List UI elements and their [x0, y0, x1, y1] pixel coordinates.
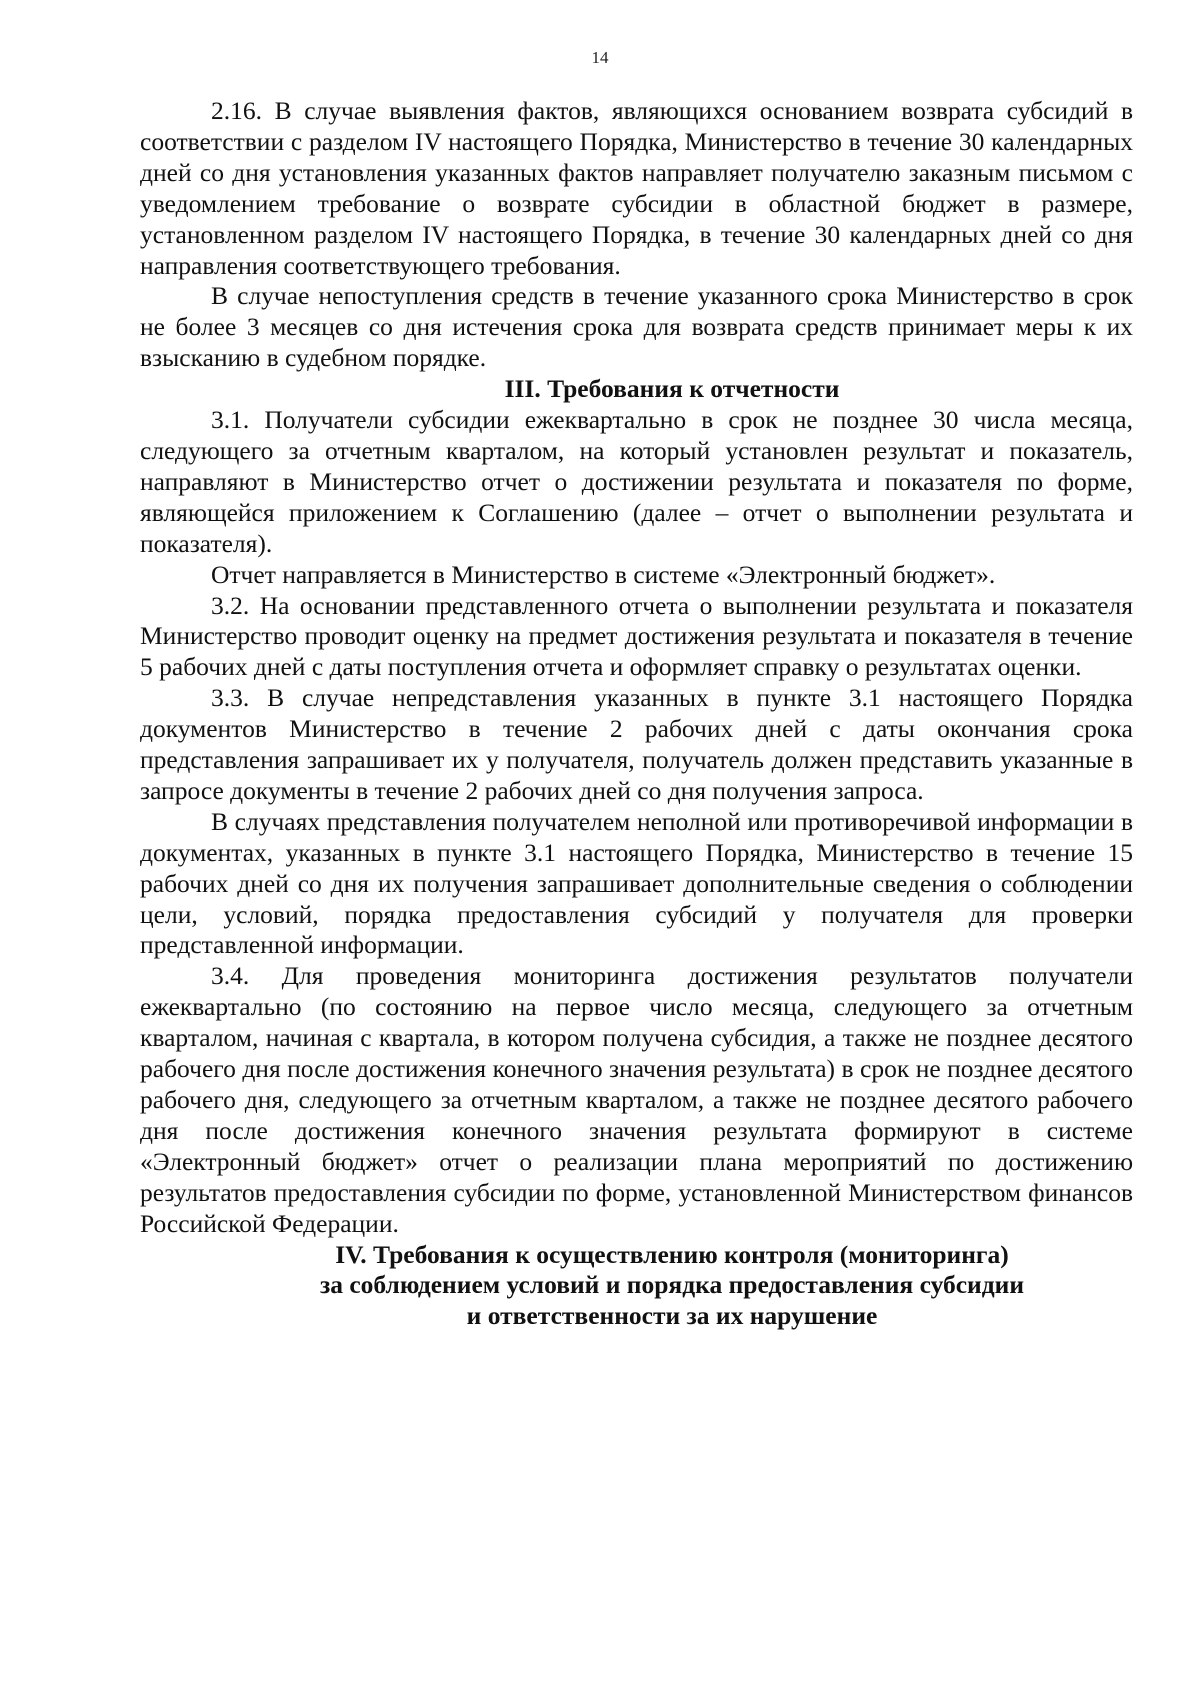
paragraph-non-receipt: В случае непоступления средств в течение указанного срока Министерство в срок не более 3 месяцев со дня истечения срока для возврата средств принимает меры к их взысканию в судебном порядке. [140, 281, 1133, 373]
paragraph-incomplete-info: В случаях представления получателем неполной или противоречивой информации в документах, указанных в пункте 3.1 настоящего Порядка, Министерство в течение 15 рабочих дней со дня их получения запрашивает дополнительные сведения о соблюдении цели, условий, порядка предоставления субсидий у получателя для проверки представленной информации. [140, 806, 1133, 960]
section-3-heading: III. Требования к отчетности [504, 374, 840, 404]
section-4-heading-line-1: IV. Требования к осуществлению контроля (мониторинга) [335, 1239, 1009, 1269]
paragraph-2-16: 2.16. В случае выявления фактов, являющихся основанием возврата субсидий в соответствии с разделом IV настоящего Порядка, Министерство в течение 30 календарных дней со дня установления указанных фактов направляет получателю заказным письмом с уведомлением требование о возврате субсидии в областной бюджет в размере, установленном разделом IV настоящего Порядка, в течение 30 календарных дней со дня направления соответствующего требования. [140, 96, 1133, 280]
section-4-heading [140, 1240, 1133, 1333]
paragraph-3-4: 3.4. Для проведения мониторинга достижения результатов получатели ежеквартально (по состоянию на первое число месяца, следующего за отчетным кварталом, начиная с квартала, в котором получена субсидия, а также не позднее десятого рабочего дня после достижения конечного значения результата) в срок не позднее десятого рабочего дня, следующего за отчетным кварталом, а также не позднее десятого рабочего дня после достижения конечного значения результата формируют в системе «Электронный бюджет» отчет о реализации плана мероприятий по достижению результатов предоставления субсидии по форме, установленной Министерством финансов Российской Федерации. [140, 961, 1133, 1238]
paragraph-3-1: 3.1. Получатели субсидии ежеквартально в срок не позднее 30 числа месяца, следующего за отчетным кварталом, на который установлен результат и показатель, направляют в Министерство отчет о достижении результата и показателя по форме, являющейся приложением к Соглашению (далее – отчет о выполнении результата и показателя). [140, 405, 1133, 558]
section-4-heading-line-3: и ответственности за их нарушение [466, 1301, 878, 1331]
paragraph-report-system: Отчет направляется в Министерство в системе «Электронный бюджет». [211, 559, 996, 589]
paragraph-3-3: 3.3. В случае непредставления указанных в пункте 3.1 настоящего Порядка документов Министерство в течение 2 рабочих дней с даты окончания срока представления запрашивает их у получателя, получатель должен представить указанные в запросе документы в течение 2 рабочих дней со дня получения запроса. [140, 683, 1133, 805]
document-body [140, 96, 1133, 1332]
paragraph-3-2: 3.2. На основании представленного отчета о выполнении результата и показателя Министерство проводит оценку на предмет достижения результата и показателя в течение 5 рабочих дней с даты поступления отчета и оформляет справку о результатах оценки. [140, 590, 1133, 682]
section-4-heading-line-2: за соблюдением условий и порядка предоставления субсидии [319, 1270, 1025, 1300]
page-number: 14 [591, 48, 609, 67]
